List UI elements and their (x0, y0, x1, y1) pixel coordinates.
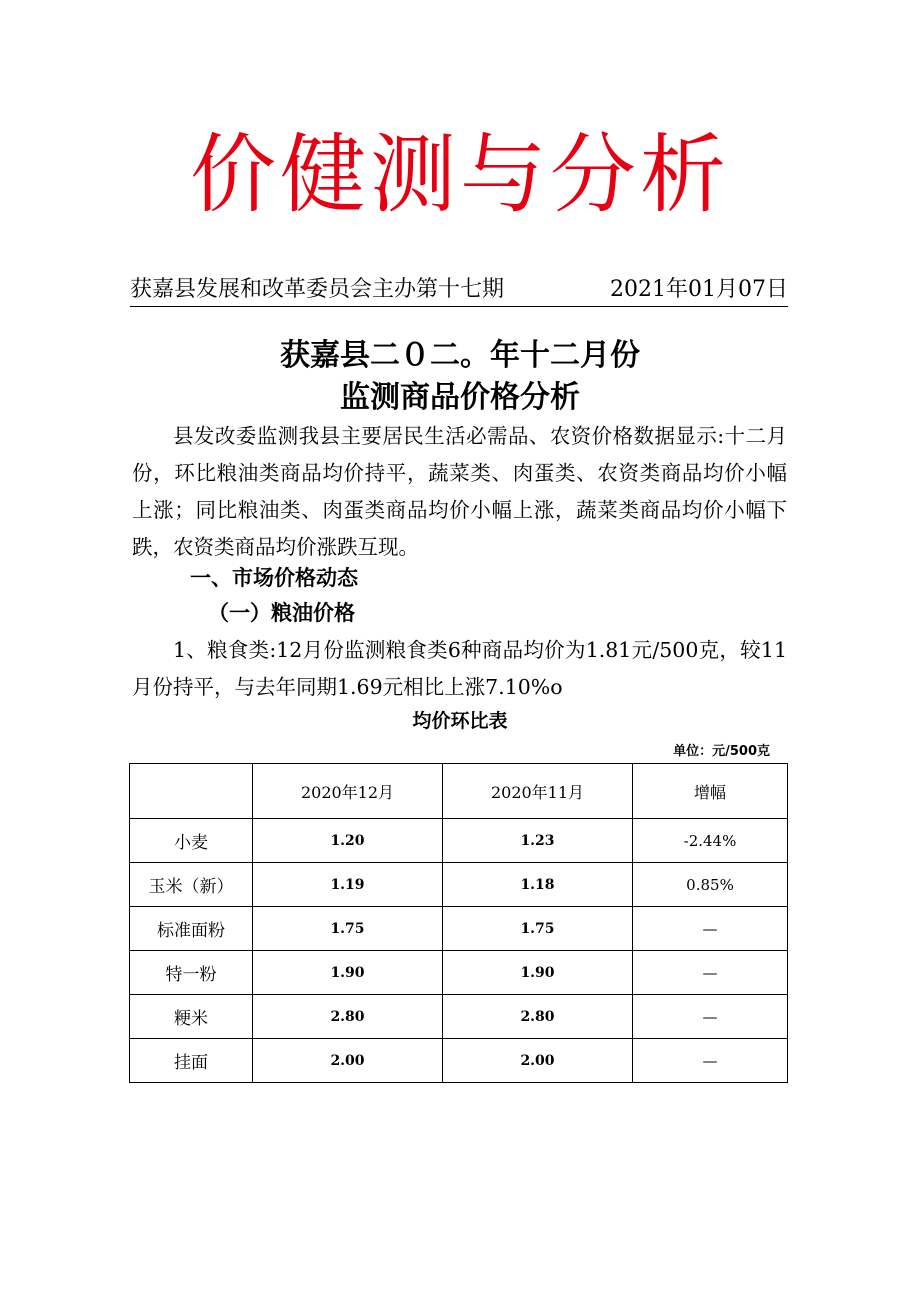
header-dec: 2020年12月 (253, 764, 443, 819)
row-nov: 1.18 (443, 863, 633, 907)
row-name: 标准面粉 (130, 907, 253, 951)
row-dec: 1.19 (253, 863, 443, 907)
table-header-row (130, 764, 788, 819)
row-change: — (633, 995, 788, 1039)
row-change: 0.85% (633, 863, 788, 907)
subsection-heading-grain-oil: （一）粮油价格 (208, 601, 355, 625)
table-row (130, 907, 788, 951)
table-row (130, 995, 788, 1039)
row-name: 粳米 (130, 995, 253, 1039)
row-change: -2.44% (633, 819, 788, 863)
row-change: — (633, 907, 788, 951)
row-nov: 1.75 (443, 907, 633, 951)
row-dec: 1.75 (253, 907, 443, 951)
table-row (130, 951, 788, 995)
issue-date: 2021年01月07日 (610, 277, 788, 302)
row-name: 小麦 (130, 819, 253, 863)
row-dec: 1.90 (253, 951, 443, 995)
table-unit: 单位：元/500克 (673, 744, 770, 759)
header-nov: 2020年11月 (443, 764, 633, 819)
table-row (130, 819, 788, 863)
row-name: 玉米（新） (130, 863, 253, 907)
row-dec: 1.20 (253, 819, 443, 863)
row-nov: 2.00 (443, 1039, 633, 1083)
row-change: — (633, 1039, 788, 1083)
issue-publisher: 获嘉县发展和改革委员会主办第十七期 (130, 277, 505, 302)
issue-line (130, 274, 788, 307)
section-heading-market: 一、市场价格动态 (190, 566, 358, 590)
table-row (130, 1039, 788, 1083)
header-blank (130, 764, 253, 819)
row-change: — (633, 951, 788, 995)
row-nov: 1.90 (443, 951, 633, 995)
report-title-line1: 获嘉县二０二。年十二月份 (280, 338, 640, 373)
row-dec: 2.80 (253, 995, 443, 1039)
header-change: 增幅 (633, 764, 788, 819)
report-title-line2: 监测商品价格分析 (340, 380, 580, 415)
row-nov: 1.23 (443, 819, 633, 863)
table-row (130, 863, 788, 907)
table-title: 均价环比表 (412, 710, 508, 732)
masthead-title: 价健测与分析 (190, 125, 730, 225)
intro-paragraph: 县发改委监测我县主要居民生活必需品、农资价格数据显示:十二月份，环比粮油类商品均价持平，蔬菜类、肉蛋类、农资类商品均价小幅上涨；同比粮油类、肉蛋类商品均价小幅上涨，蔬菜类商品均价小幅下跌，农资类商品均价涨跌互现。 (132, 424, 787, 559)
row-nov: 2.80 (443, 995, 633, 1039)
row-name: 挂面 (130, 1039, 253, 1083)
grain-paragraph: 1、粮食类:12月份监测粮食类6种商品均价为1.81元/500克，较11月份持平，与去年同期1.69元相比上涨7.10%o (132, 638, 787, 699)
row-dec: 2.00 (253, 1039, 443, 1083)
row-name: 特一粉 (130, 951, 253, 995)
price-table (129, 763, 788, 1083)
